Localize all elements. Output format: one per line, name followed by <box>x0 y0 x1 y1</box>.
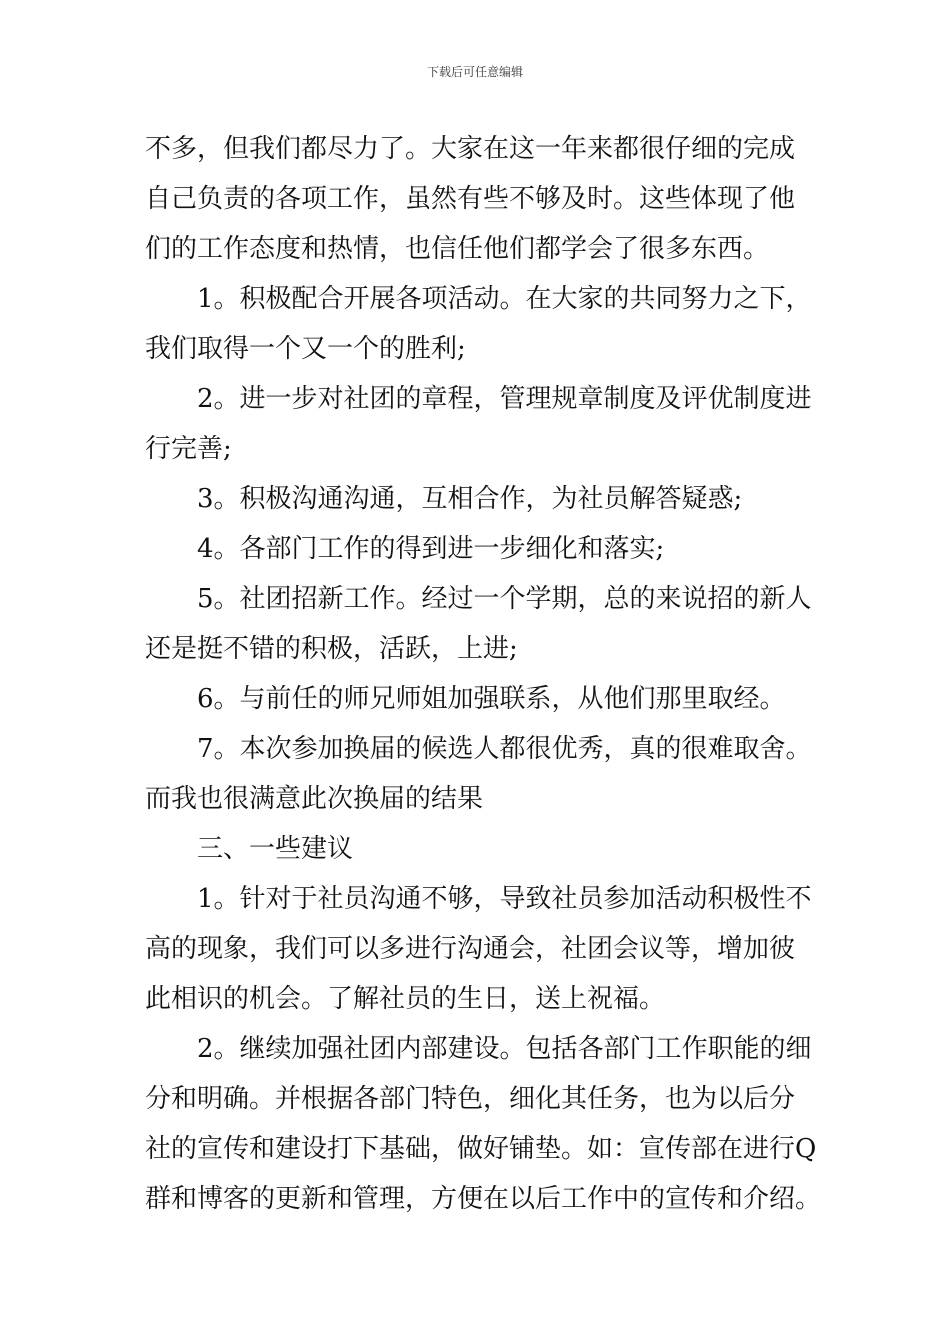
text-line: 三、一些建议 <box>197 834 354 864</box>
text-line: 自己负责的各项工作，虽然有些不够及时。这些体现了他 <box>145 184 796 214</box>
text-line: 6。与前任的师兄师姐加强联系，从他们那里取经。 <box>197 684 786 714</box>
text-line: 7。本次参加换届的候选人都很优秀，真的很难取舍。 <box>197 734 812 764</box>
text-line: 群和博客的更新和管理，方便在以后工作中的宣传和介绍。 <box>145 1184 822 1214</box>
text-line: 分和明确。并根据各部门特色，细化其任务，也为以后分 <box>145 1084 796 1114</box>
text-line: 4。各部门工作的得到进一步细化和落实; <box>197 534 665 564</box>
text-line: 还是挺不错的积极，活跃，上进; <box>145 634 518 664</box>
text-line: 2。进一步对社团的章程，管理规章制度及评优制度进 <box>197 384 812 414</box>
text-line: 们的工作态度和热情，也信任他们都学会了很多东西。 <box>145 234 770 264</box>
text-line: 1。积极配合开展各项活动。在大家的共同努力之下， <box>197 284 812 314</box>
text-line: 高的现象，我们可以多进行沟通会，社团会议等，增加彼 <box>145 934 796 964</box>
text-line: 5。社团招新工作。经过一个学期，总的来说招的新人 <box>197 584 812 614</box>
text-line: 而我也很满意此次换届的结果 <box>145 784 484 814</box>
text-line: 行完善; <box>145 434 232 464</box>
text-line: 3。积极沟通沟通，互相合作，为社员解答疑惑; <box>197 484 743 514</box>
document-body <box>145 124 822 1224</box>
text-line: 2。继续加强社团内部建设。包括各部门工作职能的细 <box>197 1034 812 1064</box>
text-line: 社的宣传和建设打下基础，做好铺垫。如：宣传部在进行Q <box>145 1134 817 1164</box>
text-line: 此相识的机会。了解社员的生日，送上祝福。 <box>145 984 666 1014</box>
text-line: 不多，但我们都尽力了。大家在这一年来都很仔细的完成 <box>145 134 796 164</box>
text-line: 我们取得一个又一个的胜利; <box>145 334 466 364</box>
text-line: 1。针对于社员沟通不够，导致社员参加活动积极性不 <box>197 884 812 914</box>
page-header: 下载后可任意编辑 <box>426 65 523 79</box>
